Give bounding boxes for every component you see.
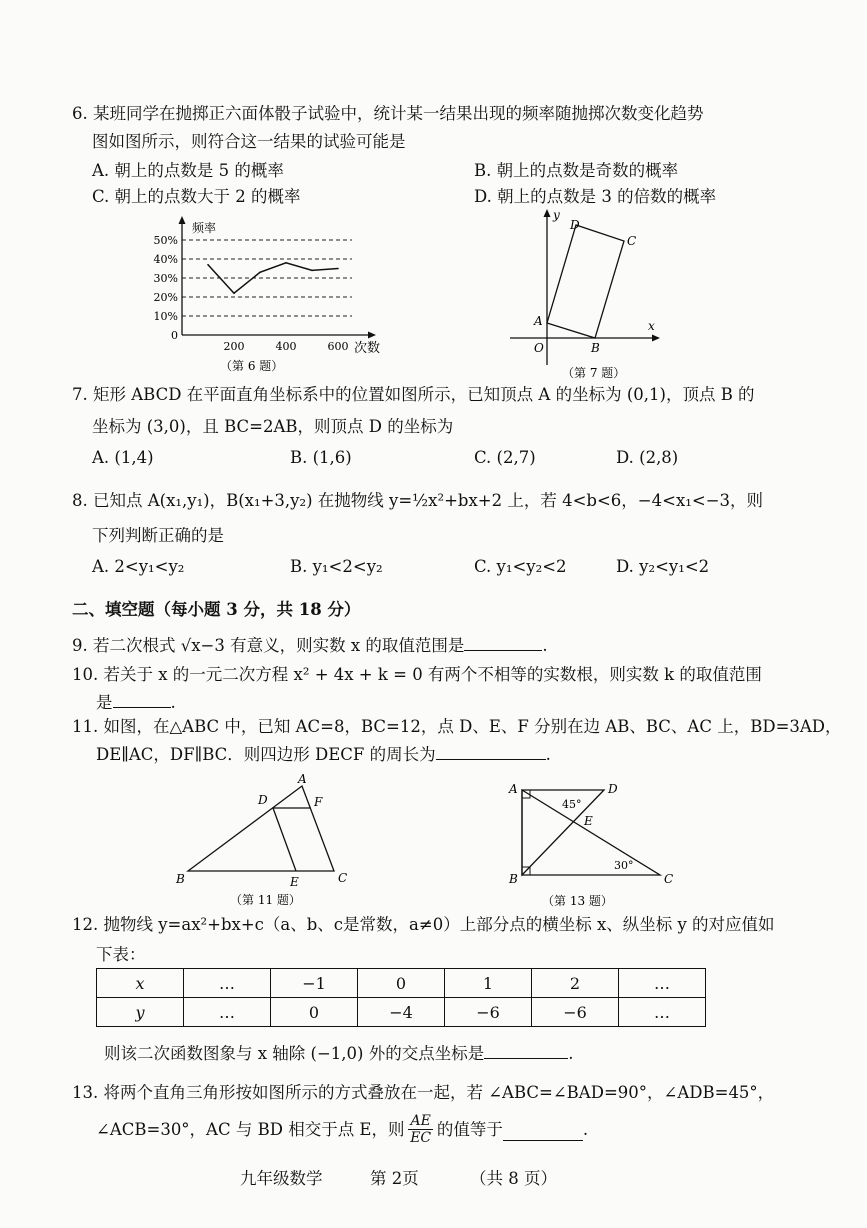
fig6-y-tick-label: 40% [153, 253, 178, 266]
fig6-x-tick-label: 400 [275, 340, 297, 353]
table-row [97, 969, 706, 998]
q9-text-b: . [542, 636, 548, 655]
fig7-label-a: A [534, 314, 543, 328]
q13-fraction [408, 1113, 432, 1146]
q12-value-table [96, 968, 706, 1027]
q8-option-d: D. y₂<y₁<2 [616, 557, 710, 576]
q10-line1: 10. 若关于 x 的一元二次方程 x² + 4x + k = 0 有两个不相等的实数根，则实数 k 的取值范围 [72, 665, 762, 684]
q9-text [72, 634, 548, 657]
q12-after-a: 则该二次函数图象与 x 轴除 (−1,0) 外的交点坐标是 [104, 1044, 485, 1063]
q11-line2-a: DE∥AC，DF∥BC．则四边形 DECF 的周长为 [96, 745, 436, 764]
q8-option-b: B. y₁<2<y₂ [290, 557, 383, 576]
fig6-x-arrow [368, 332, 376, 339]
fig6-y-tick-label: 50% [153, 234, 178, 247]
q8-option-a: A. 2<y₁<y₂ [92, 557, 185, 576]
q10-line2-b: . [170, 693, 176, 712]
fig6-data-point [259, 272, 261, 274]
q7-option-c: C. (2,7) [474, 448, 536, 467]
section-heading: 二、填空题（每小题 3 分，共 18 分） [72, 600, 361, 619]
fig11-label-d: D [258, 793, 268, 807]
fig7-figure [500, 205, 680, 385]
table-cell: … [184, 998, 271, 1027]
q6-line2: 图如图所示，则符合这一结果的试验可能是 [92, 132, 406, 151]
fig6-y-tick-label: 20% [153, 291, 178, 304]
q13-line2-a: ∠ACB=30°，AC 与 BD 相交于点 E，则 [96, 1119, 405, 1139]
q13-fraction-denominator: EC [410, 1130, 432, 1146]
table-cell: x [97, 969, 184, 998]
fig13-caption: （第 13 题） [542, 894, 613, 908]
q12-answer-blank[interactable] [484, 1042, 568, 1059]
fig6-data-point [233, 292, 235, 294]
fig6-data-point [337, 268, 339, 270]
q11-line2-b: . [545, 745, 551, 764]
fig6-xlabel: 次数 [354, 341, 381, 356]
q13-answer-blank[interactable] [503, 1124, 583, 1141]
q11-line2 [96, 743, 551, 766]
fig11-label-b: B [176, 872, 185, 886]
table-cell: … [619, 998, 706, 1027]
q6-line1: 6. 某班同学在抛掷正六面体骰子试验中，统计某一结果出现的频率随抛掷次数变化趋势 [72, 104, 704, 123]
fig6-x-tick-label: 200 [223, 340, 245, 353]
q8-option-c: C. y₁<y₂<2 [474, 557, 567, 576]
fig6-plot-area [154, 216, 376, 353]
fig13-angle-30: 30° [614, 859, 634, 872]
q11-line1: 11. 如图，在△ABC 中，已知 AC=8，BC=12，点 D、E、F 分别在边 AB、BC、AC 上，BD=3AD， [72, 717, 842, 736]
fig11-label-e: E [290, 875, 299, 889]
q6-option-d: D. 朝上的点数是 3 的倍数的概率 [474, 187, 717, 206]
fig11-segment-de [273, 808, 296, 871]
fig6-y-tick-label: 10% [153, 310, 178, 323]
q11-answer-blank[interactable] [436, 743, 546, 760]
fig13-label-d: D [608, 782, 618, 796]
fig6-caption: （第 6 题） [220, 359, 284, 373]
fig13-label-c: C [664, 872, 674, 886]
fig7-x-arrow [652, 335, 660, 342]
fig11-label-a: A [298, 772, 307, 786]
q12-after-b: . [568, 1044, 574, 1063]
q13-line2-b: 的值等于 [436, 1119, 503, 1139]
q10-line2 [96, 691, 176, 714]
table-cell: … [184, 969, 271, 998]
fig7-label-o: O [534, 341, 544, 355]
q10-answer-blank[interactable] [113, 691, 171, 708]
fig6-y-tick-label: 0 [171, 329, 178, 342]
q12-after [104, 1042, 573, 1065]
fig6-data-point [207, 264, 209, 266]
fig7-label-d: D [570, 218, 580, 232]
footer-subject: 九年级数学 [240, 1169, 323, 1188]
q8-line1: 8. 已知点 A(x₁,y₁)，B(x₁+3,y₂) 在抛物线 y=½x²+bx+2 上，若 4<b<6，−4<x₁<−3，则 [72, 491, 764, 510]
footer-total: （共 8 页） [470, 1169, 557, 1188]
q7-line1: 7. 矩形 ABCD 在平面直角坐标系中的位置如图所示，已知顶点 A 的坐标为 (0,1)，顶点 B 的 [72, 385, 755, 404]
table-cell: 0 [358, 969, 445, 998]
q7-option-b: B. (1,6) [290, 448, 352, 467]
q6-option-a: A. 朝上的点数是 5 的概率 [92, 161, 284, 180]
fig6-y-arrow [179, 216, 186, 224]
fig7-y-arrow [544, 209, 551, 217]
q6-option-c: C. 朝上的点数大于 2 的概率 [92, 187, 301, 206]
fig7-rectangle [547, 225, 624, 338]
table-row [97, 998, 706, 1027]
fig13-label-e: E [584, 814, 593, 828]
q7-option-d: D. (2,8) [616, 448, 679, 467]
table-cell: 0 [271, 998, 358, 1027]
q13-line1: 13. 将两个直角三角形按如图所示的方式叠放在一起，若 ∠ABC=∠BAD=90°，∠ADB=45°， [72, 1083, 775, 1102]
q9-text-a: 9. 若二次根式 √x−3 有意义，则实数 x 的取值范围是 [72, 636, 465, 655]
footer-page: 第 2页 [370, 1169, 419, 1188]
fig11-caption: （第 11 题） [230, 893, 301, 907]
q13-line2 [96, 1113, 588, 1146]
fig6-ylabel: 频率 [192, 221, 217, 235]
fig13-figure [500, 775, 690, 910]
q13-line2-c: . [582, 1119, 589, 1139]
q7-option-a: A. (1,4) [92, 448, 154, 467]
table-cell: −4 [358, 998, 445, 1027]
fig6-x-tick-label: 600 [327, 340, 349, 353]
table-cell: −6 [532, 998, 619, 1027]
fig6-data-point [285, 262, 287, 264]
table-cell: −1 [271, 969, 358, 998]
fig11-figure [170, 770, 370, 910]
table-cell: −6 [445, 998, 532, 1027]
fig6-chart [140, 210, 400, 390]
q8-line2: 下列判断正确的是 [92, 526, 224, 545]
fig11-label-f: F [314, 795, 323, 809]
fig13-label-b: B [509, 872, 518, 886]
fig7-caption: （第 7 题） [562, 366, 626, 380]
fig7-label-b: B [591, 341, 600, 355]
fig6-data-point [311, 270, 313, 272]
fig7-label-c: C [627, 234, 637, 248]
q12-line1: 12. 抛物线 y=ax²+bx+c（a、b、c是常数，a≠0）上部分点的横坐标 x、纵坐标 y 的对应值如 [72, 915, 775, 934]
fig7-label-x: x [648, 319, 655, 333]
table-cell: 2 [532, 969, 619, 998]
table-cell: … [619, 969, 706, 998]
fig11-label-c: C [338, 871, 348, 885]
fig7-label-y: y [553, 208, 560, 222]
q9-answer-blank[interactable] [464, 634, 542, 651]
table-cell: 1 [445, 969, 532, 998]
fig13-angle-45: 45° [562, 798, 582, 811]
fig13-label-a: A [509, 782, 518, 796]
q13-fraction-numerator: AE [410, 1113, 431, 1129]
table-cell: y [97, 998, 184, 1027]
q12-line2: 下表： [96, 945, 146, 964]
q10-line2-a: 是 [96, 693, 113, 712]
q7-line2: 坐标为 (3,0)，且 BC=2AB，则顶点 D 的坐标为 [92, 417, 454, 436]
fig6-y-tick-label: 30% [153, 272, 178, 285]
q6-option-b: B. 朝上的点数是奇数的概率 [474, 161, 679, 180]
